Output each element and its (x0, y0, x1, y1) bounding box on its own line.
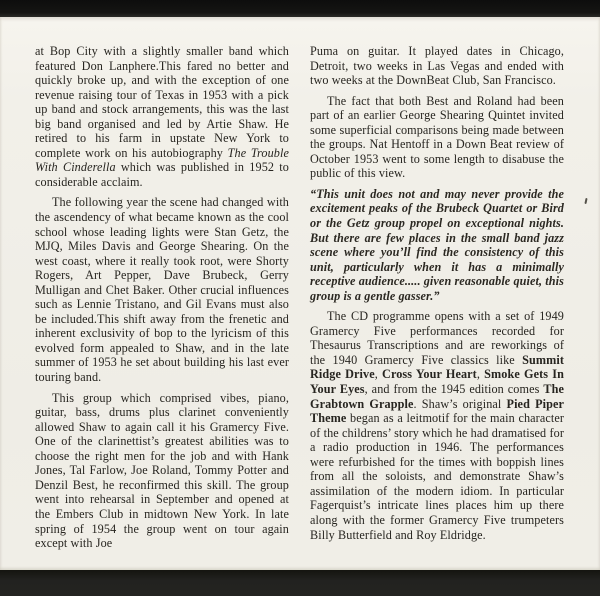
paragraph (310, 44, 564, 88)
text-run: . Shaw’s original (413, 396, 507, 411)
paragraph (35, 391, 289, 551)
text-run: Puma on guitar. It played dates in Chicago, Detroit, two weeks in Las Vegas and ended with two weeks at the DownBeat Club, San Francisco. (310, 44, 564, 88)
text-run: The following year the scene had changed with the ascendency of what became known as the cool school whose leading lights were Stan Getz, the MJQ, Miles Davis and George Shearing. On the west coast, where it really took root, were Shorty Rogers, Art Pepper, Dave Brubeck, Gerry Mulligan and Chet Baker. Other crucial influences such as Lennie Tristano, and Gil Evans must also be included.This shift away from the frenetic and inherent exclusivity of bop to the lyricism of this evolved form appealed to Shaw, and in the late summer of 1953 he set about building his last ever touring band. (35, 195, 289, 385)
paragraph (310, 94, 564, 181)
text-run: The fact that both Best and Roland had been part of an earlier George Shearing Quintet invited some superficial comparisons being made between the groups. Nat Hentoff in a Down Beat review of October 1953 went to some length to disabuse the public of this view. (310, 93, 564, 181)
bold-text-run: Cross Your Heart (382, 367, 477, 382)
paragraph (35, 195, 289, 384)
text-column-left (35, 44, 289, 551)
bold-text-run: Summit Ridge Drive (310, 352, 564, 382)
italic-text-run: The Trouble With Cinderella (35, 145, 289, 175)
bold-text-run: Pied Piper Theme (310, 396, 565, 426)
text-column-right (310, 44, 564, 551)
scan-border-bottom (0, 570, 600, 596)
liner-notes-content (35, 44, 564, 551)
paragraph (310, 309, 564, 542)
text-run: began as a leitmotif for the main character of the childrens’ story which he had dramatised for a radio production in 1946. The performances were refurbished for the times with boppish lines from all the soloists, and demonstrate Shaw’s assimilation of the modern idiom. In particular Fagerquist’s intricate lines places him up there along with the former Gramercy Five trumpeters Billy Butterfield and Roy Eldridge. (310, 411, 564, 542)
text-run: The CD programme opens with a set of 1949 Gramercy Five performances recorded for Thesaurus Transcriptions and are reworkings of the 1940 Gramercy Five classics like (310, 309, 564, 367)
text-run: , (476, 367, 485, 382)
scan-border-top (0, 0, 600, 17)
text-run: This group which comprised vibes, piano, guitar, bass, drums plus clarinet conveniently allowed Shaw to again call it his Gramercy Five. One of the clarinettist’s greatest abilities was to choose the right men for the job and with Hank Jones, Tal Farlow, Joe Roland, Tommy Potter and Denzil Best, he reconfirmed this skill. The group went into rehearsal in September and opened at the Embers Club in midtown New York. In late spring of 1954 the group went on tour again except with Joe (35, 390, 289, 551)
text-run: , and from the 1945 edition comes (364, 382, 544, 397)
text-run: , (374, 367, 383, 382)
text-run: which was published in 1952 to considerable acclaim. (35, 160, 289, 189)
text-run: at Bop City with a slightly smaller band which featured Don Lanphere.This fared no better and quickly broke up, and with the exception of one revenue raising tour of Texas in 1953 with a pick up band and stock arrangements, this was the last big band organised and led by Artie Shaw. He retired to his farm in upstate New York to complete work on his autobiography (35, 44, 289, 160)
paragraph (35, 44, 289, 189)
bold-text-run: The Grabtown Grapple (310, 382, 564, 411)
quote-paragraph (310, 187, 564, 303)
text-run: “This unit does not and may never provide the excitement peaks of the Brubeck Quartet or Bird or the Getz group propel on exceptional nights. But there are few places in the small band jazz scene where you’ll find the consistency of this unit, particularly when it has a minimally receptive audience..... given reasonable quiet, this group is a gentle gasser.” (310, 186, 564, 303)
bold-text-run: Smoke Gets In Your Eyes (310, 367, 564, 397)
